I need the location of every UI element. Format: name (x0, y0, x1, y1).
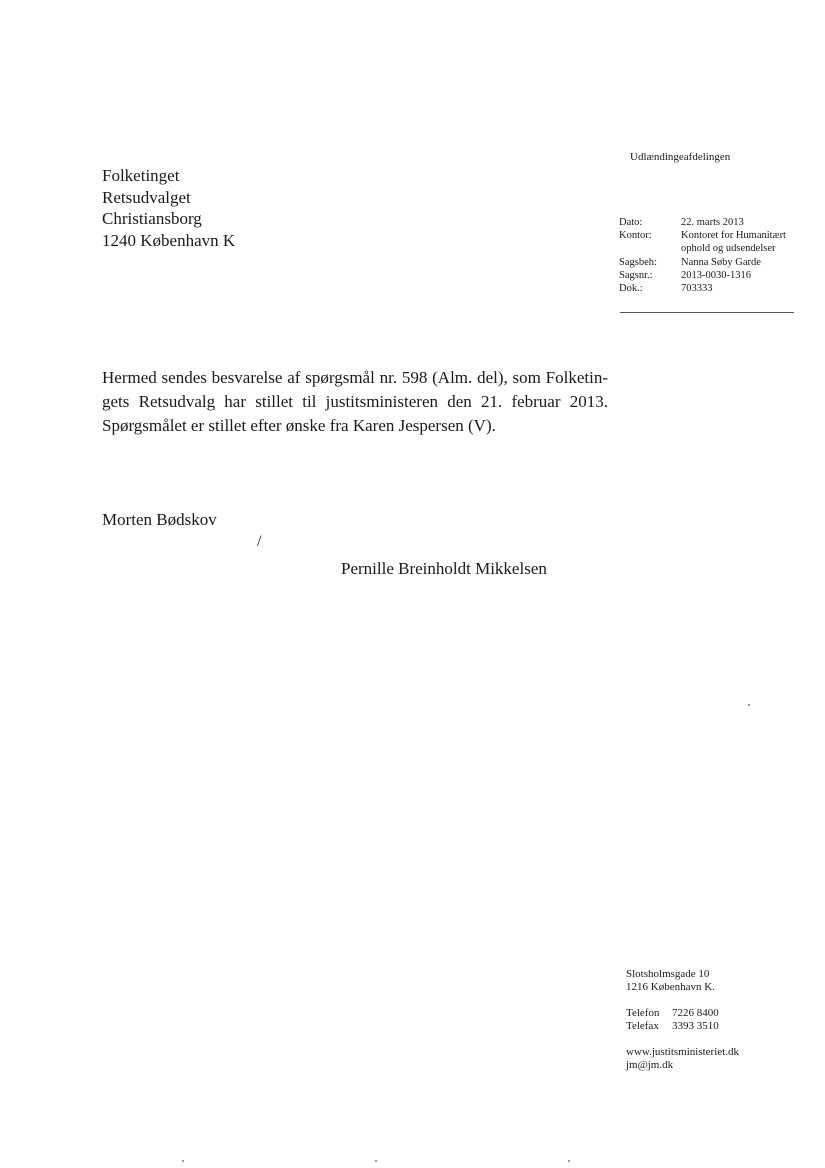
caseno-label: Sagsnr.: (619, 269, 653, 281)
letter-body (102, 366, 608, 438)
scan-speck (568, 1160, 570, 1162)
fax-value: 3393 3510 (672, 1020, 719, 1032)
footer-fax-row (626, 1020, 739, 1033)
meta-row-caseworker (619, 256, 811, 269)
office-value: Kontoret for Humanitært ophold og udsendelser (681, 230, 786, 255)
caseno-value: 2013-0030-1316 (681, 269, 751, 281)
office-label: Kontor: (619, 230, 652, 242)
signature-name-2: Pernille Breinholdt Mikkelsen (341, 559, 547, 578)
date-label: Dato: (619, 217, 643, 228)
date-value: 22. marts 2013 (681, 217, 744, 228)
phone-value: 7226 8400 (672, 1007, 719, 1019)
phone-label: Telefon (626, 1007, 660, 1019)
fax-label: Telefax (626, 1020, 659, 1032)
doc-label: Dok.: (619, 283, 643, 295)
footer-phone-row (626, 1007, 739, 1020)
website-link[interactable]: www.justitsministeriet.dk (626, 1046, 739, 1058)
footer-address-line-2: 1216 København K. (626, 981, 715, 993)
footer-online (626, 1046, 739, 1072)
meta-row-office (619, 229, 811, 255)
email-link[interactable]: jm@jm.dk (626, 1059, 674, 1071)
footer-address (626, 968, 739, 994)
recipient-line-4: 1240 København K (102, 230, 236, 250)
scan-speck (375, 1160, 377, 1162)
caseworker-label: Sagsbeh: (619, 256, 657, 268)
footer-phone-fax (626, 1007, 739, 1033)
meta-row-caseno (619, 269, 811, 282)
department-name: Udlændingeafdelingen (630, 151, 731, 163)
signature-separator: / (257, 533, 262, 550)
caseworker-value: Nanna Søby Garde (681, 256, 761, 268)
document-metadata (619, 216, 811, 295)
footer-contact (626, 968, 739, 1072)
footer-address-line-1: Slotsholmsgade 10 (626, 968, 710, 980)
recipient-address (102, 165, 235, 251)
meta-row-date (619, 216, 811, 229)
signature-name-1: Morten Bødskov (102, 510, 217, 529)
meta-row-doc (619, 282, 811, 295)
scan-speck (748, 704, 750, 706)
scan-speck (182, 1160, 184, 1162)
recipient-line-3: Christiansborg (102, 209, 202, 228)
recipient-line-2: Retsudvalget (102, 187, 191, 207)
doc-value: 703333 (681, 283, 713, 295)
body-paragraph: Hermed sendes besvarelse af spørgsmål nr. 598 (Alm. del), som Folketingets Retsudvalg har stillet til justitsministeren den 21. februar 2013. Spørgsmålet er stillet efter ønske fra Karen Jespersen (V). (102, 368, 608, 435)
recipient-line-1: Folketinget (102, 166, 180, 185)
metadata-divider (620, 312, 794, 313)
